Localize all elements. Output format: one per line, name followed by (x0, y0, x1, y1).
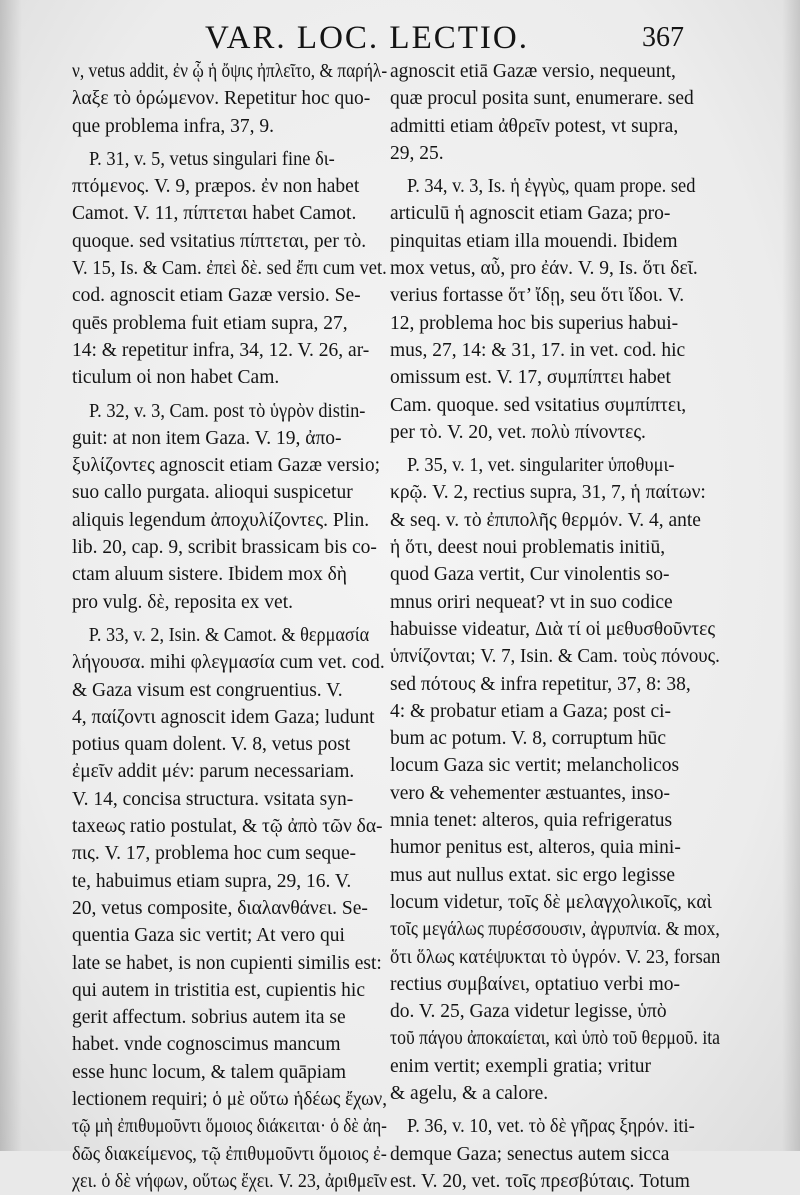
text-line: do. V. 25, Gaza videtur legisse, ὑπὸ (390, 1001, 667, 1023)
text-line: 14: & repetitur infra, 34, 12. V. 26, ar- (72, 339, 370, 361)
text-line: πτόμενος. V. 9, præpos. ἐν non habet (72, 176, 360, 198)
text-line: 4, παίζοντι agnoscit idem Gaza; ludunt (72, 706, 375, 728)
text-line: habet. vnde cognoscimus mancum (72, 1034, 341, 1056)
text-line: verius fortasse ὅτ’ ἴδῃ, seu ὅτι ἴδοι. V. (390, 285, 685, 307)
text-line: ticulum οἱ non habet Cam. (72, 367, 280, 389)
text-line: cod. agnoscit etiam Gazæ versio. Se- (72, 285, 361, 307)
text-line: mnia tenet: alteros, quia refrigeratus (390, 810, 673, 832)
text-line: mus aut nullus extat. sic ergo legisse (390, 864, 676, 886)
text-line: χει. ὁ δὲ νήφων, οὕτως ἔχει. V. 23, ἀριθμεῖν (72, 1170, 387, 1192)
left-column (72, 58, 387, 1195)
text-line: humor penitus est, alteros, quia mini- (390, 837, 681, 859)
running-head-title: VAR. LOC. LECTIO. (205, 20, 529, 56)
text-line: λαξε τὸ ὁρώμενον. Repetitur hoc quo- (72, 88, 371, 110)
text-line: P. 33, v. 2, Isin. & Camot. & θερμασία (88, 624, 370, 646)
text-line: mus, 27, 14: & 31, 17. in vet. cod. hic (390, 339, 686, 361)
text-line: 12, problema hoc bis superius habui- (390, 312, 679, 334)
text-line: Camot. V. 11, πίπτεται habet Camot. (72, 203, 357, 225)
text-line: ὑπνίζονται; V. 7, Isin. & Cam. τοὺς πόνους. (390, 646, 720, 668)
text-line: pinquitas etiam illa mouendi. Ibidem (390, 230, 678, 252)
text-line: quod Gaza vertit, Cur vinolentis so- (390, 564, 670, 586)
text-line: est. V. 20, vet. τοῖς πρεσβύταις. Totum (390, 1170, 690, 1192)
text-line: omissum est. V. 17, συμπίπτει habet (390, 367, 671, 389)
text-line: demque Gaza; senectus autem sicca (390, 1143, 670, 1165)
text-line: guit: at non item Gaza. V. 19, ἀπο- (72, 427, 342, 449)
text-line: admitti etiam ἀθρεῖν potest, vt supra, (390, 115, 679, 137)
text-line: locum videtur, τοῖς δὲ μελαγχολικοῖς, καὶ (390, 891, 712, 913)
text-line: potius quam dolent. V. 8, vetus post (72, 734, 351, 756)
text-line: que problema infra, 37, 9. (72, 115, 274, 137)
text-line: rectius συμβαίνει, optatiuo verbi mo- (390, 973, 680, 995)
text-line: mox vetus, αὖ, pro ἐάν. V. 9, Is. ὅτι δεῖ. (390, 258, 698, 280)
text-line: P. 32, v. 3, Cam. post τὸ ὑγρὸν distin- (88, 400, 366, 422)
gutter-shadow (0, 0, 22, 1151)
text-line: & Gaza visum est congruentius. V. (72, 679, 343, 701)
text-line: P. 31, v. 5, vetus singulari fine δι- (88, 148, 335, 170)
text-line: taxeως ratio postulat, & τῷ ἀπὸ τῶν δα- (72, 816, 383, 838)
text-line: ν, vetus addit, ἐν ᾧ ἡ ὄψις ἠπλεῖτο, & παρήλ- (72, 61, 388, 82)
text-line: per τὸ. V. 20, vet. πολὺ πίνοντες. (390, 421, 646, 443)
text-line: vero & vehementer æstuantes, inso- (390, 782, 670, 804)
text-line: habuisse videatur, Διὰ τί οἱ μεθυσθοῦντες (390, 618, 716, 640)
text-line: ἡ ὅτι, deest noui problematis initiū, (390, 537, 666, 559)
text-line: te, habuimus etiam supra, 29, 16. V. (72, 870, 352, 892)
text-line: aliquis legendum ἀποχυλίζοντες. Plin. (72, 509, 370, 531)
text-line: suo callo purgata. alioqui suspicetur (72, 482, 353, 504)
page-edge-shadow (782, 0, 800, 1151)
text-line: 29, 25. (390, 142, 444, 164)
text-line: V. 14, concisa structura. vsitata syn- (72, 788, 354, 810)
text-line: Cam. quoque. sed vsitatius συμπίπτει, (390, 394, 687, 416)
text-line: τῷ μὴ ἐπιθυμοῦντι ὅμοιος διάκειται· ὁ δὲ ἀη- (72, 1116, 387, 1138)
text-line: lib. 20, cap. 9, scribit brassicam bis co- (72, 537, 377, 559)
text-line: quæ procul posita sunt, enumerare. sed (390, 88, 694, 110)
text-line: & agelu, & a calore. (390, 1082, 549, 1104)
text-line: P. 35, v. 1, vet. singulariter ὑποθυμι- (407, 455, 675, 477)
running-head (0, 14, 800, 54)
text-line: articulū ἡ agnoscit etiam Gaza; pro- (390, 203, 671, 225)
text-line: esse hunc locum, & talem quāpiam (72, 1061, 347, 1083)
text-line: ξυλίζοντες agnoscit etiam Gazæ versio; (72, 455, 380, 477)
text-line: P. 36, v. 10, vet. τὸ δὲ γῆρας ξηρόν. iti- (407, 1116, 695, 1138)
right-column (390, 58, 720, 1195)
text-line: locum Gaza sic vertit; melancholicos (390, 755, 680, 777)
text-line: sed πότους & infra repetitur, 37, 8: 38, (390, 673, 691, 695)
text-line: quentia Gaza sic vertit; At vero qui (72, 925, 345, 947)
text-line: & seq. v. τὸ ἐπιπολῆς θερμόν. V. 4, ante (390, 509, 701, 531)
text-line: late se habet, is non cupienti similis est: (72, 952, 382, 974)
text-line: gerit affectum. sobrius autem ita se (72, 1007, 346, 1029)
text-line: agnoscit etiā Gazæ versio, nequeunt, (390, 61, 676, 82)
text-line: quēs problema fuit etiam supra, 27, (72, 312, 348, 334)
text-line: pro vulg. δὲ, reposita ex vet. (72, 591, 293, 613)
text-line: V. 15, Is. & Cam. ἐπεὶ δὲ. sed ἔπι cum vet. (72, 258, 387, 280)
text-line: P. 34, v. 3, Is. ἡ ἐγγὺς, quam prope. sed (407, 176, 696, 198)
text-line: bum ac potum. V. 8, corruptum hūc (390, 728, 667, 750)
text-line: λήγουσα. mihi φλεγμασία cum vet. cod. (72, 652, 385, 674)
text-line: τοῦ πάγου ἀποκαίεται, καὶ ὑπὸ τοῦ θερμοῦ. ita (390, 1028, 721, 1050)
text-line: mnus oriri nequeat? vt in suo codice (390, 591, 673, 613)
text-line: τοῖς μεγάλως πυρέσσουσιν, ἀγρυπνία. & mox, (390, 919, 720, 941)
text-line: κρῷ. V. 2, rectius supra, 31, 7, ἡ παίτων: (390, 482, 706, 504)
text-line: 20, vetus composite, διαλανθάνει. Se- (72, 897, 368, 919)
text-line: ἐμεῖν addit μέν: parum necessariam. (72, 761, 355, 783)
text-line: δῶς διακείμενος, τῷ ἐπιθυμοῦντι ὅμοιος ἐ- (72, 1143, 387, 1165)
text-line: ctam aluum sistere. Ibidem mox δὴ (72, 564, 347, 586)
text-line: ὅτι ὅλως κατέψυκται τὸ ὑγρόν. V. 23, forsan (390, 946, 721, 968)
text-line: enim vertit; exempli gratia; vritur (390, 1055, 652, 1077)
text-line: quoque. sed vsitatius πίπτεται, per τὸ. (72, 230, 367, 252)
text-line: qui autem in tristitia est, cupientis hic (72, 979, 365, 1001)
text-line: lectionem requiri; ὁ μὲ οὕτω ἡδέως ἔχων, (72, 1088, 388, 1110)
text-line: 4: & probatur etiam a Gaza; post ci- (390, 700, 672, 722)
text-line: πις. V. 17, problema hoc cum seque- (72, 843, 357, 865)
page-number: 367 (642, 22, 684, 53)
